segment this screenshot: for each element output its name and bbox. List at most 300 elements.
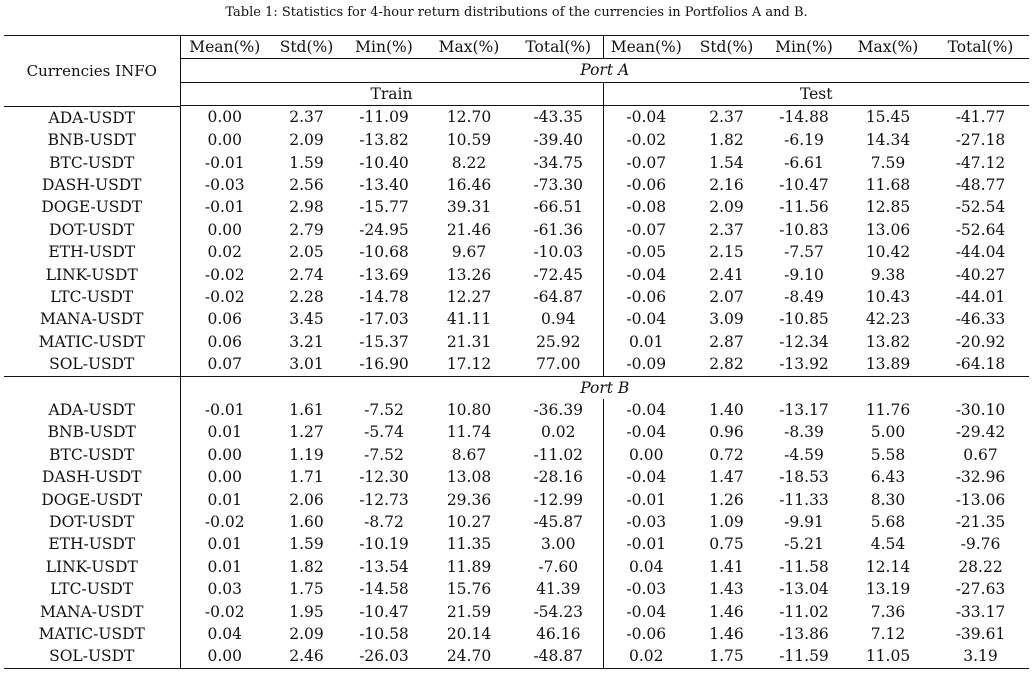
stat-value: -10.68 xyxy=(359,243,409,262)
stat-value: 13.08 xyxy=(446,468,492,487)
stat-value: -27.63 xyxy=(955,580,1006,599)
stat-value: 5.68 xyxy=(870,513,906,532)
stat-value: -7.60 xyxy=(514,556,603,578)
table-row xyxy=(4,645,1029,668)
stat-value: -0.04 xyxy=(626,468,667,487)
stat-value: 13.82 xyxy=(865,332,911,351)
stat-value: 0.67 xyxy=(963,445,998,464)
stat-value: -44.04 xyxy=(955,243,1006,262)
stat-value: -5.21 xyxy=(784,535,824,554)
stat-value: 1.09 xyxy=(709,513,744,532)
stat-value: 13.89 xyxy=(865,355,911,374)
train-label: Train xyxy=(180,82,603,105)
stat-value: -11.09 xyxy=(359,108,409,127)
stat-value: -0.05 xyxy=(626,243,667,262)
table-row xyxy=(4,556,1029,578)
currency-pair: MANA-USDT xyxy=(4,601,180,623)
stat-value: 29.36 xyxy=(446,490,492,509)
stat-value: -11.59 xyxy=(764,645,844,668)
stat-value: 0.01 xyxy=(207,557,242,576)
stat-value: -0.03 xyxy=(204,175,245,194)
stat-value: 2.79 xyxy=(289,220,324,239)
stat-value: 11.05 xyxy=(844,645,932,668)
stat-value: 1.47 xyxy=(709,468,744,487)
table-row xyxy=(4,444,1029,466)
stat-value: 11.68 xyxy=(865,175,911,194)
currency-pair: ETH-USDT xyxy=(4,241,180,263)
stat-value: -52.64 xyxy=(955,220,1006,239)
stat-value: 0.07 xyxy=(207,355,242,374)
stat-value: 1.26 xyxy=(709,490,744,509)
stat-value: -13.17 xyxy=(779,401,829,419)
stat-value: -6.19 xyxy=(784,131,824,150)
stat-value: 1.75 xyxy=(689,645,764,668)
stat-value: 3.21 xyxy=(289,332,324,351)
stat-value: 24.70 xyxy=(424,645,514,668)
stat-value: 1.95 xyxy=(289,602,324,621)
stat-value: -6.61 xyxy=(784,153,824,172)
port-a-rows xyxy=(4,106,1029,376)
stat-value: -9.10 xyxy=(784,265,824,284)
stat-value: 1.41 xyxy=(709,557,744,576)
stat-value: -0.02 xyxy=(204,602,245,621)
stat-value: -33.17 xyxy=(955,602,1006,621)
stat-value: 3.45 xyxy=(289,310,324,329)
stat-value: -0.04 xyxy=(626,423,667,442)
stat-value: -12.34 xyxy=(779,332,829,351)
stat-value: 0.02 xyxy=(514,421,603,443)
stat-value: 2.16 xyxy=(709,175,744,194)
stat-value: 21.59 xyxy=(446,602,492,621)
stat-value: -13.92 xyxy=(779,355,829,374)
stat-value: 1.59 xyxy=(289,153,324,172)
stat-value: -11.58 xyxy=(779,557,829,576)
stat-value: -10.47 xyxy=(779,175,829,194)
stat-value: -14.58 xyxy=(359,580,409,599)
stat-value: 15.45 xyxy=(865,108,911,127)
currency-pair: ETH-USDT xyxy=(4,533,180,555)
stat-value: 11.35 xyxy=(446,535,492,554)
stat-value: 0.00 xyxy=(207,445,242,464)
stat-value: 2.82 xyxy=(709,355,744,374)
col-header: Std(%) xyxy=(689,36,764,59)
stat-value: 2.09 xyxy=(289,625,324,644)
table-row xyxy=(4,174,1029,196)
test-label: Test xyxy=(603,82,1029,105)
stat-value: -15.77 xyxy=(359,198,409,217)
stat-value: 8.22 xyxy=(451,153,487,172)
stat-value: -0.02 xyxy=(204,287,245,306)
stat-value: -0.04 xyxy=(626,265,667,284)
stat-value: -11.56 xyxy=(779,198,829,217)
stat-value: -8.49 xyxy=(784,287,824,306)
stat-value: 3.19 xyxy=(932,645,1029,668)
stat-value: 2.06 xyxy=(289,490,324,509)
stat-value: 3.00 xyxy=(514,533,603,555)
stat-value: 6.43 xyxy=(870,468,906,487)
port-b-label: Port B xyxy=(180,376,1029,399)
table-row xyxy=(4,601,1029,623)
col-header: Mean(%) xyxy=(603,36,689,59)
stat-value: -20.92 xyxy=(955,332,1006,351)
stat-value: -11.33 xyxy=(779,490,829,509)
stat-value: -8.72 xyxy=(364,513,404,532)
stat-value: 1.27 xyxy=(289,423,324,442)
stat-value: 77.00 xyxy=(514,353,603,376)
col-header: Min(%) xyxy=(344,36,424,59)
table-row xyxy=(4,241,1029,263)
stat-value: -54.23 xyxy=(514,601,603,623)
stat-value: 9.38 xyxy=(870,265,906,284)
stat-value: -0.07 xyxy=(626,220,667,239)
stat-value: -0.04 xyxy=(626,310,667,329)
stat-value: 1.82 xyxy=(709,131,744,150)
port-b-header xyxy=(4,376,1029,399)
port-a-label: Port A xyxy=(180,59,1029,82)
stat-value: 12.85 xyxy=(865,198,911,217)
currency-pair: LTC-USDT xyxy=(4,286,180,308)
stat-value: 25.92 xyxy=(514,331,603,353)
stat-value: 10.27 xyxy=(446,513,492,532)
stat-value: 7.12 xyxy=(870,625,906,644)
currency-pair: LINK-USDT xyxy=(4,264,180,286)
table-caption: Table 1: Statistics for 4-hour return distributions of the currencies in Portfolios A and B. xyxy=(225,5,808,20)
stat-value: -0.02 xyxy=(204,265,245,284)
table-row xyxy=(4,353,1029,376)
stat-value: -61.36 xyxy=(514,219,603,241)
stat-value: 0.00 xyxy=(628,445,664,464)
stat-value: 13.06 xyxy=(865,220,911,239)
stat-value: 1.61 xyxy=(289,401,324,419)
stat-value: 2.15 xyxy=(709,243,744,262)
stat-value: -10.58 xyxy=(359,625,409,644)
stat-value: 13.26 xyxy=(446,265,492,284)
stat-value: -9.76 xyxy=(960,535,1001,554)
stat-value: 0.75 xyxy=(709,535,744,554)
stat-value: 20.14 xyxy=(446,625,492,644)
stat-value: 2.87 xyxy=(709,332,744,351)
stat-value: -13.06 xyxy=(955,490,1006,509)
stat-value: 16.46 xyxy=(446,175,492,194)
stat-value: 9.67 xyxy=(451,243,487,262)
stat-value: 14.34 xyxy=(865,131,911,150)
stat-value: 2.28 xyxy=(289,287,324,306)
stat-value: -36.39 xyxy=(514,399,603,421)
stat-value: 10.42 xyxy=(865,243,911,262)
stat-value: 0.00 xyxy=(207,220,242,239)
stat-value: 1.43 xyxy=(709,580,744,599)
stat-value: -0.01 xyxy=(626,535,667,554)
table-row xyxy=(4,623,1029,645)
stat-value: 7.36 xyxy=(870,602,906,621)
stat-value: -4.59 xyxy=(784,445,824,464)
table-row xyxy=(4,152,1029,174)
stat-value: -0.06 xyxy=(626,175,667,194)
currency-pair: BTC-USDT xyxy=(4,444,180,466)
currency-pair: LTC-USDT xyxy=(4,578,180,600)
stat-value: -66.51 xyxy=(514,196,603,218)
stat-value: -14.78 xyxy=(359,287,409,306)
stat-value: -13.86 xyxy=(779,625,829,644)
stat-value: 46.16 xyxy=(514,623,603,645)
currency-pair: MANA-USDT xyxy=(4,308,180,330)
stat-value: -30.10 xyxy=(955,401,1006,419)
stat-value: 0.01 xyxy=(207,535,242,554)
stat-value: 2.46 xyxy=(269,645,344,668)
stat-value: 2.09 xyxy=(709,198,744,217)
stat-value: -11.02 xyxy=(779,602,829,621)
stat-value: 2.37 xyxy=(289,108,324,127)
stat-value: 0.00 xyxy=(207,131,242,150)
col-header: Mean(%) xyxy=(180,36,269,59)
col-header: Min(%) xyxy=(764,36,844,59)
stat-value: 7.59 xyxy=(870,153,906,172)
stat-value: -9.91 xyxy=(784,513,824,532)
stat-value: -0.09 xyxy=(626,355,667,374)
stat-value: -10.03 xyxy=(514,241,603,263)
currency-pair: DASH-USDT xyxy=(4,174,180,196)
stat-value: -0.03 xyxy=(626,580,667,599)
stat-value: -15.37 xyxy=(359,332,409,351)
stat-value: 0.00 xyxy=(180,645,269,668)
stat-value: -7.52 xyxy=(364,401,404,419)
stat-value: 2.09 xyxy=(289,131,324,150)
currency-pair: LINK-USDT xyxy=(4,556,180,578)
stat-value: -0.01 xyxy=(204,198,245,217)
stat-value: -45.87 xyxy=(514,511,603,533)
stat-value: 1.82 xyxy=(289,557,324,576)
stat-value: -64.18 xyxy=(955,355,1006,374)
port-b-rows xyxy=(4,399,1029,668)
col-header: Max(%) xyxy=(424,36,514,59)
table-row xyxy=(4,466,1029,488)
stat-value: 0.04 xyxy=(207,625,242,644)
stat-value: -48.87 xyxy=(514,645,603,668)
stat-value: -0.01 xyxy=(204,401,245,419)
currency-pair: BNB-USDT xyxy=(4,421,180,443)
stat-value: -13.69 xyxy=(359,265,409,284)
stat-value: 2.41 xyxy=(709,265,744,284)
table-row xyxy=(4,106,1029,129)
stat-value: -52.54 xyxy=(955,198,1006,217)
stat-value: 0.04 xyxy=(628,557,664,576)
stat-value: 8.67 xyxy=(451,445,487,464)
stat-value: -47.12 xyxy=(955,153,1006,172)
currency-pair: BNB-USDT xyxy=(4,129,180,151)
stat-value: -17.03 xyxy=(359,310,409,329)
stat-value: 5.58 xyxy=(870,445,906,464)
table-row xyxy=(4,219,1029,241)
col-header: Total(%) xyxy=(514,36,603,59)
stat-value: -10.19 xyxy=(359,535,409,554)
currency-pair: DASH-USDT xyxy=(4,466,180,488)
col-header: Std(%) xyxy=(269,36,344,59)
stat-value: 0.02 xyxy=(207,243,242,262)
stat-value: -10.47 xyxy=(359,602,409,621)
stat-value: -7.52 xyxy=(364,445,404,464)
column-header-row xyxy=(4,36,1029,59)
stat-value: -10.85 xyxy=(779,310,829,329)
stat-value: 2.98 xyxy=(289,198,324,217)
stat-value: 1.75 xyxy=(289,580,324,599)
currency-pair: BTC-USDT xyxy=(4,152,180,174)
stat-value: -72.45 xyxy=(514,264,603,286)
stat-value: 1.46 xyxy=(709,602,744,621)
stat-value: -28.16 xyxy=(514,466,603,488)
stat-value: 12.14 xyxy=(865,557,911,576)
currency-pair: ADA-USDT xyxy=(4,106,180,129)
statistics-table xyxy=(4,35,1029,669)
stat-value: -13.04 xyxy=(779,580,829,599)
table-row xyxy=(4,578,1029,600)
table-row xyxy=(4,511,1029,533)
table-row xyxy=(4,308,1029,330)
stat-value: 2.37 xyxy=(709,220,744,239)
currency-pair: SOL-USDT xyxy=(4,645,180,668)
stat-value: 1.60 xyxy=(289,513,324,532)
table-row xyxy=(4,129,1029,151)
stat-value: -12.99 xyxy=(514,489,603,511)
currency-pair: MATIC-USDT xyxy=(4,331,180,353)
stat-value: -10.83 xyxy=(779,220,829,239)
stat-value: -0.03 xyxy=(626,513,667,532)
table-row xyxy=(4,399,1029,421)
stat-value: 1.19 xyxy=(289,445,324,464)
table-row xyxy=(4,533,1029,555)
table-row xyxy=(4,489,1029,511)
stat-value: 0.00 xyxy=(207,468,242,487)
stat-value: -64.87 xyxy=(514,286,603,308)
stat-value: -12.30 xyxy=(359,468,409,487)
stat-value: 0.01 xyxy=(207,490,242,509)
stat-value: -39.61 xyxy=(955,625,1006,644)
currency-pair: MATIC-USDT xyxy=(4,623,180,645)
currency-pair: DOGE-USDT xyxy=(4,489,180,511)
stat-value: 17.12 xyxy=(446,355,492,374)
stat-value: 3.01 xyxy=(289,355,324,374)
stat-value: -34.75 xyxy=(514,152,603,174)
stat-value: 42.23 xyxy=(865,310,911,329)
table-row xyxy=(4,421,1029,443)
stat-value: -14.88 xyxy=(779,108,829,127)
stat-value: -8.39 xyxy=(784,423,824,442)
stat-value: 8.30 xyxy=(870,490,906,509)
stat-value: 21.31 xyxy=(446,332,492,351)
stat-value: -0.01 xyxy=(204,153,245,172)
stat-value: -27.18 xyxy=(955,131,1006,150)
stat-value: 2.74 xyxy=(289,265,324,284)
stat-value: 12.27 xyxy=(446,287,492,306)
stat-value: 10.43 xyxy=(865,287,911,306)
stat-value: 2.07 xyxy=(709,287,744,306)
table-row xyxy=(4,264,1029,286)
stat-value: -0.08 xyxy=(626,198,667,217)
stat-value: -0.04 xyxy=(626,602,667,621)
stat-value: -0.02 xyxy=(204,513,245,532)
stat-value: -12.73 xyxy=(359,490,409,509)
table-row xyxy=(4,331,1029,353)
currency-pair: DOT-USDT xyxy=(4,219,180,241)
stat-value: 10.80 xyxy=(446,401,492,419)
stat-value: -10.40 xyxy=(359,153,409,172)
stat-value: -26.03 xyxy=(344,645,424,668)
stat-value: 39.31 xyxy=(446,198,492,217)
stat-value: -24.95 xyxy=(359,220,409,239)
stat-value: -16.90 xyxy=(359,355,409,374)
stat-value: 0.94 xyxy=(514,308,603,330)
stat-value: 1.59 xyxy=(289,535,324,554)
stat-value: 13.19 xyxy=(865,580,911,599)
currencies-info-header: Currencies INFO xyxy=(4,36,180,106)
stat-value: 0.00 xyxy=(207,108,242,127)
currency-pair: DOGE-USDT xyxy=(4,196,180,218)
stat-value: 1.54 xyxy=(709,153,744,172)
stat-value: 21.46 xyxy=(446,220,492,239)
stat-value: 2.37 xyxy=(709,108,744,127)
stat-value: 0.72 xyxy=(709,445,744,464)
stat-value: -21.35 xyxy=(955,513,1006,532)
stat-value: -0.04 xyxy=(626,108,667,127)
stat-value: -13.82 xyxy=(359,131,409,150)
stat-value: 11.89 xyxy=(446,557,492,576)
stat-value: -0.07 xyxy=(626,153,667,172)
col-header: Max(%) xyxy=(844,36,932,59)
stat-value: 11.74 xyxy=(446,423,492,442)
stat-value: 10.59 xyxy=(446,131,492,150)
stat-value: 1.71 xyxy=(289,468,324,487)
stat-value: -48.77 xyxy=(955,175,1006,194)
port-b-label-row xyxy=(4,376,1029,399)
stat-value: 15.76 xyxy=(446,580,492,599)
currency-pair: DOT-USDT xyxy=(4,511,180,533)
stat-value: -5.74 xyxy=(364,423,404,442)
stat-value: -13.54 xyxy=(359,557,409,576)
stat-value: 0.03 xyxy=(207,580,242,599)
currency-pair: ADA-USDT xyxy=(4,399,180,421)
stat-value: -11.02 xyxy=(514,444,603,466)
table-row xyxy=(4,286,1029,308)
currency-pair: SOL-USDT xyxy=(4,353,180,376)
stat-value: 2.05 xyxy=(289,243,324,262)
stat-value: -43.35 xyxy=(514,106,603,129)
stat-value: 12.70 xyxy=(446,108,492,127)
stat-value: 0.01 xyxy=(628,332,664,351)
stat-value: -44.01 xyxy=(955,287,1006,306)
stat-value: -7.57 xyxy=(784,243,824,262)
stat-value: 3.09 xyxy=(709,310,744,329)
stat-value: -18.53 xyxy=(779,468,829,487)
stat-value: 41.11 xyxy=(446,310,492,329)
stat-value: -29.42 xyxy=(955,423,1006,442)
stat-value: 5.00 xyxy=(870,423,906,442)
stat-value: -0.02 xyxy=(626,131,667,150)
stat-value: 4.54 xyxy=(870,535,906,554)
stat-value: 0.02 xyxy=(603,645,689,668)
stat-value: -46.33 xyxy=(955,310,1006,329)
stat-value: 41.39 xyxy=(514,578,603,600)
stat-value: 0.01 xyxy=(207,423,242,442)
stat-value: 1.46 xyxy=(709,625,744,644)
table-row xyxy=(4,196,1029,218)
col-header: Total(%) xyxy=(932,36,1029,59)
stat-value: 2.56 xyxy=(289,175,324,194)
stat-value: -40.27 xyxy=(955,265,1006,284)
stat-value: -32.96 xyxy=(955,468,1006,487)
stat-value: 0.06 xyxy=(207,332,242,351)
stat-value: -41.77 xyxy=(955,108,1006,127)
stat-value: -0.04 xyxy=(626,401,667,419)
stat-value: 0.06 xyxy=(207,310,242,329)
